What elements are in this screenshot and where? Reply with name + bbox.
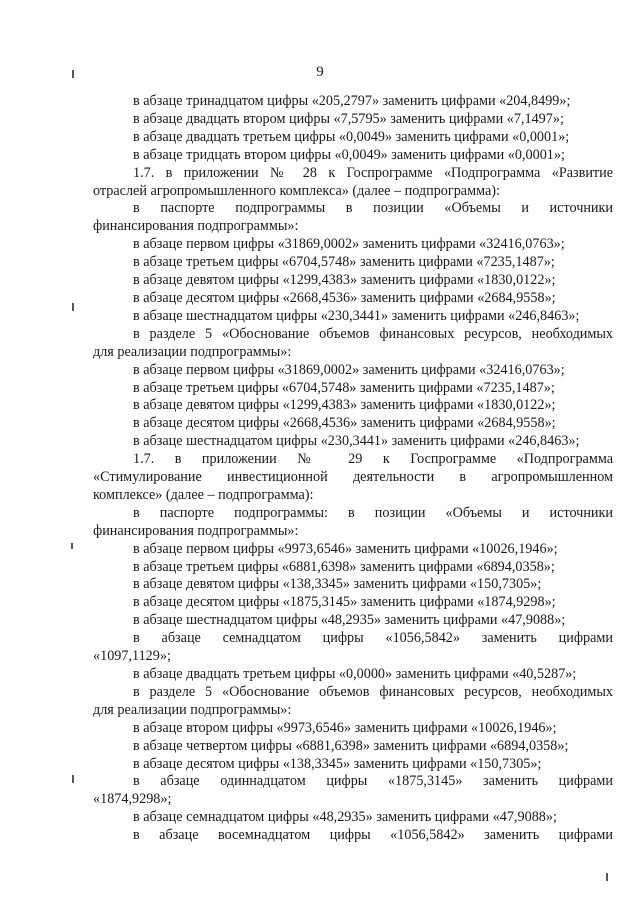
text-line: в абзаце первом цифры «31869,0002» заменить цифрами «32416,0763»; [133, 361, 565, 378]
text-line: в абзаце четвертом цифры «6881,6398» заменить цифрами «6894,0358»; [133, 737, 569, 754]
text-line: в абзаце шестнадцатом цифры «230,3441» заменить цифрами «246,8463»; [133, 307, 580, 324]
text-line: «1097,1129»; [93, 648, 171, 665]
text-line: финансирования подпрограммы»: [93, 218, 299, 235]
text-line: в абзаце десятом цифры «138,3345» заменить цифрами «150,7305»; [133, 755, 542, 772]
text-line: в абзаце десятом цифры «1875,3145» заменить цифрами «1874,9298»; [133, 594, 556, 611]
scan-mark [72, 775, 74, 783]
text-line: в абзаце девятом цифры «138,3345» заменить цифрами «150,7305»; [133, 576, 542, 593]
text-line: 1.7. в приложении № 28 к Госпрограмме «Подпрограмма «Развитие [133, 164, 613, 181]
text-line: в абзаце третьем цифры «6881,6398» заменить цифрами «6894,0358»; [133, 558, 555, 575]
text-line: в абзаце первом цифры «31869,0002» заменить цифрами «32416,0763»; [133, 236, 565, 253]
text-line: в абзаце третьем цифры «6704,5748» заменить цифрами «7235,1487»; [133, 254, 555, 271]
scan-mark [72, 303, 74, 311]
text-line: в абзаце шестнадцатом цифры «48,2935» заменить цифрами «47,9088»; [133, 612, 566, 629]
text-line: в абзаце одиннадцатом цифры «1875,3145» заменить цифрами [133, 773, 613, 790]
document-body [93, 93, 613, 845]
text-line: в паспорте подпрограммы: в позиции «Объемы и источники [133, 504, 613, 521]
scan-mark [71, 543, 73, 549]
text-line: в абзаце семнадцатом цифры «1056,5842» заменить цифрами [133, 630, 613, 647]
text-line: «Стимулирование инвестиционной деятельности в агропромышленном [93, 469, 613, 486]
text-line: в абзаце тринадцатом цифры «205,2797» заменить цифрами «204,8499»; [133, 93, 571, 109]
page-number: 9 [316, 64, 324, 80]
text-line: в абзаце восемнадцатом цифры «1056,5842» заменить цифрами [133, 827, 613, 844]
text-line: для реализации подпрограммы»: [93, 343, 292, 360]
text-line: отраслей агропромышленного комплекса» (далее – подпрограмма): [93, 182, 500, 199]
text-line: в абзаце двадцать третьем цифры «0,0000» заменить цифрами «40,5287»; [133, 666, 577, 682]
text-line: в абзаце втором цифры «9973,6546» заменить цифрами «10026,1946»; [133, 719, 557, 736]
text-line: в абзаце десятом цифры «2668,4536» заменить цифрами «2684,9558»; [133, 289, 556, 306]
text-line: в абзаце десятом цифры «2668,4536» заменить цифрами «2684,9558»; [133, 415, 556, 432]
text-line: 1.7. в приложении № 29 к Госпрограмме «Подпрограмма [133, 451, 613, 468]
text-line: в абзаце девятом цифры «1299,4383» заменить цифрами «1830,0122»; [133, 272, 556, 289]
text-line: в абзаце третьем цифры «6704,5748» заменить цифрами «7235,1487»; [133, 379, 555, 396]
text-line: комплексе» (далее – подпрограмма): [93, 486, 314, 503]
text-line: в паспорте подпрограммы в позиции «Объемы и источники [133, 200, 613, 217]
text-line: в разделе 5 «Обоснование объемов финансовых ресурсов, необходимых [133, 325, 613, 342]
text-line: в абзаце двадцать третьем цифры «0,0049» заменить цифрами «0,0001»; [133, 128, 570, 145]
text-line: в абзаце шестнадцатом цифры «230,3441» заменить цифрами «246,8463»; [133, 433, 580, 450]
text-line: финансирования подпрограммы»: [93, 522, 299, 539]
text-line: в абзаце тридцать втором цифры «0,0049» заменить цифрами «0,0001»; [133, 146, 565, 163]
text-line: в абзаце первом цифры «9973,6546» заменить цифрами «10026,1946»; [133, 540, 558, 557]
text-line: для реализации подпрограммы»: [93, 701, 292, 718]
text-line: в разделе 5 «Обоснование объемов финансовых ресурсов, необходимых [133, 683, 613, 700]
text-line: в абзаце семнадцатом цифры «48,2935» заменить цифрами «47,9088»; [133, 809, 557, 826]
text-line: «1874,9298»; [93, 791, 172, 808]
text-line: в абзаце двадцать втором цифры «7,5795» заменить цифрами «7,1497»; [133, 110, 564, 127]
scan-mark [606, 873, 608, 881]
scan-mark [72, 70, 74, 78]
text-line: в абзаце девятом цифры «1299,4383» заменить цифрами «1830,0122»; [133, 397, 556, 414]
